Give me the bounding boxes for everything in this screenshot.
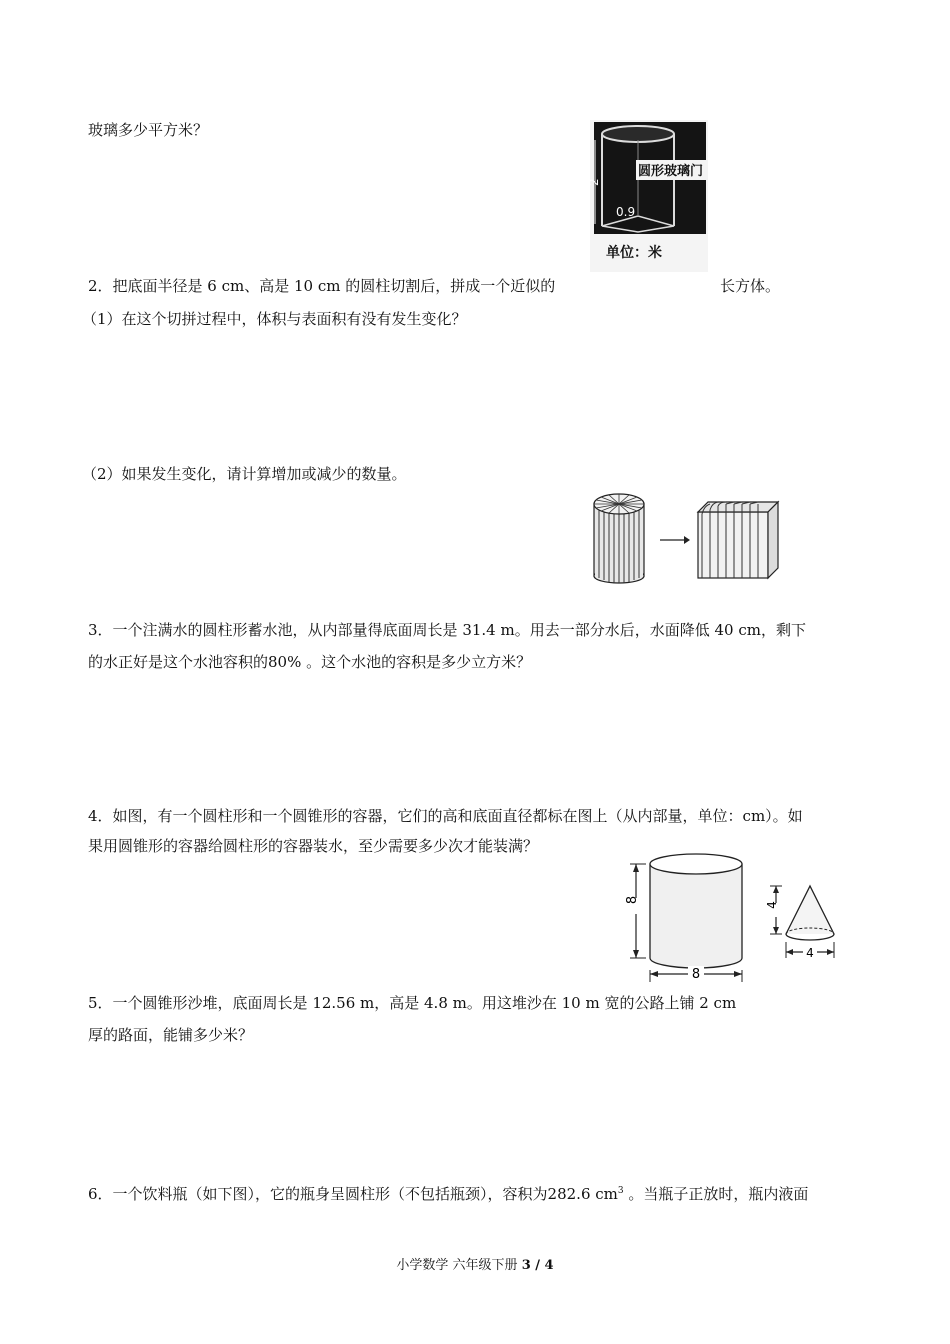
q3-line1: 3．一个注满水的圆柱形蓄水池，从内部量得底面周长是 31.4 m。用去一部分水后，水面降低 40 cm，剩下 xyxy=(88,621,806,639)
q6-line1-b: 。当瓶子正放时，瓶内液面 xyxy=(623,1185,809,1203)
q6-superscript: 3 xyxy=(617,1186,624,1196)
q2-sub2: （2）如果发生变化，请计算增加或减少的数量。 xyxy=(82,465,407,483)
q3-line2: 的水正好是这个水池容积的80% 。这个水池的容积是多少立方米？ xyxy=(88,653,532,671)
cylinder-height-dimension xyxy=(625,864,646,958)
door-caption: 圆形玻璃门 xyxy=(638,164,704,179)
footer-text: 小学数学 六年级下册 xyxy=(396,1258,522,1273)
q4-line2: 果用圆锥形的容器给圆柱形的容器装水，至少需要多少次才能装满？ xyxy=(88,837,539,855)
cyl-diameter-label: 8 xyxy=(691,967,701,982)
door-unit-label: 单位：米 xyxy=(606,245,662,261)
arrow-right-icon xyxy=(660,536,690,544)
q4-line1: 4．如图，有一个圆柱形和一个圆锥形的容器，它们的高和底面直径都标在图上（从内部量，单位：cm）。如 xyxy=(88,807,803,825)
page-number: 3 / 4 xyxy=(521,1258,554,1273)
page-footer xyxy=(0,1254,950,1273)
glass-door-figure xyxy=(587,120,710,272)
cyl-height-label: 8 xyxy=(625,895,640,905)
q5-line1: 5．一个圆锥形沙堆，底面周长是 12.56 m，高是 4.8 m。用这堆沙在 10 m 宽的公路上铺 2 cm xyxy=(88,994,737,1012)
door-width-label: 0.9 xyxy=(616,205,636,219)
cone-height-label: 4 xyxy=(765,901,779,909)
cone-diameter-dimension xyxy=(786,942,834,960)
cuboid-slices-icon xyxy=(698,502,778,578)
q6-line1-a: 6．一个饮料瓶（如下图），它的瓶身呈圆柱形（不包括瓶颈），容积为282.6 cm xyxy=(88,1185,618,1203)
cone-diameter-label: 4 xyxy=(806,946,814,960)
cone-container-icon xyxy=(786,886,834,940)
cone-height-dimension xyxy=(765,886,784,934)
q2-line1: 2．把底面半径是 6 cm、高是 10 cm 的圆柱切割后，拼成一个近似的 xyxy=(88,277,556,295)
q6-line1 xyxy=(88,1181,808,1204)
q1-text: 玻璃多少平方米？ xyxy=(88,121,209,139)
q5-line2: 厚的路面，能铺多少米？ xyxy=(88,1026,254,1044)
sliced-cylinder-icon xyxy=(594,494,644,583)
cylinder-to-cuboid-figure xyxy=(590,490,790,585)
q2-sub1: （1）在这个切拼过程中，体积与表面积有没有发生变化？ xyxy=(82,310,467,328)
q2-line1-end: 长方体。 xyxy=(720,277,781,295)
door-height-label: 2 xyxy=(587,178,601,186)
containers-figure xyxy=(620,846,850,986)
cylinder-container-icon xyxy=(650,854,742,968)
cylinder-diameter-dimension xyxy=(650,966,742,982)
